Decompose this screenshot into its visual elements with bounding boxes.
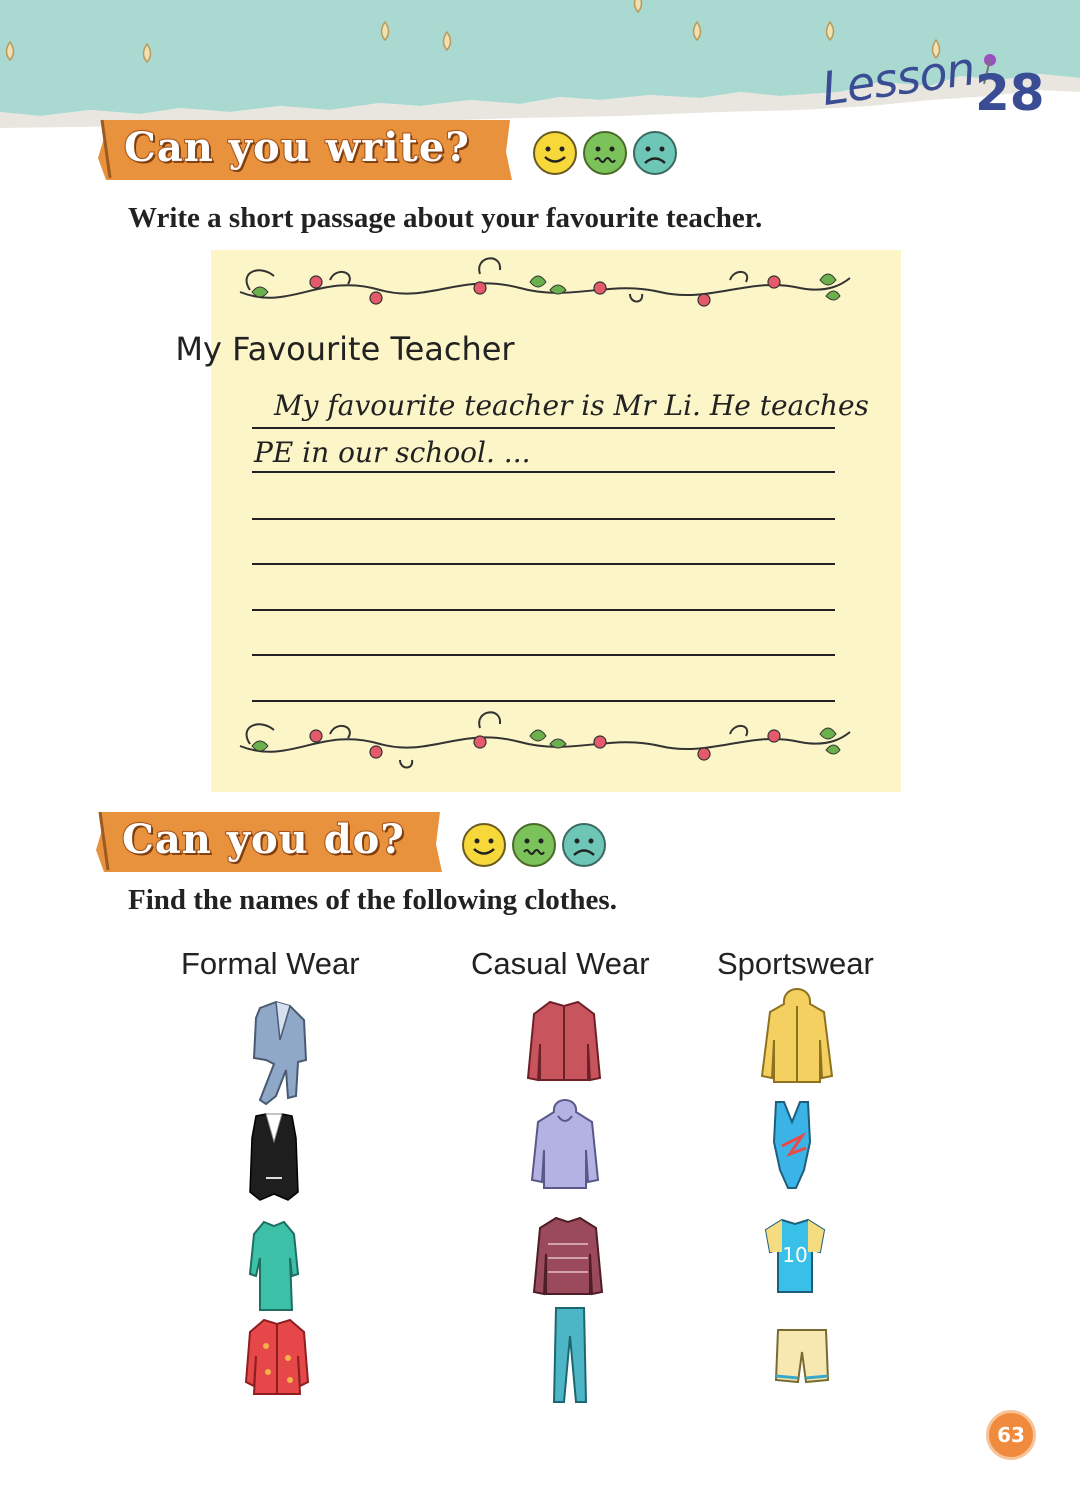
long-dress-icon xyxy=(246,1218,302,1314)
column-heading-casual-wear: Casual Wear xyxy=(471,946,650,981)
sports-shirt-icon xyxy=(762,1216,828,1296)
section1-banner-text: Can you write? xyxy=(124,124,470,171)
waistcoat-icon xyxy=(246,1112,302,1202)
happy-face-icon xyxy=(534,132,576,174)
sports-jacket-icon xyxy=(760,984,834,1086)
self-assessment-faces xyxy=(532,130,678,176)
lesson-label: Lesson xyxy=(818,41,978,117)
sports-shorts-icon xyxy=(774,1326,830,1386)
ruled-line xyxy=(252,518,835,520)
ruled-line xyxy=(252,471,835,473)
suit-icon xyxy=(246,1000,318,1108)
writing-line-2: PE in our school. ... xyxy=(254,436,531,469)
section1-banner xyxy=(96,118,514,182)
bottom-vine-decoration xyxy=(230,706,860,776)
section2-instruction: Find the names of the following clothes. xyxy=(128,884,617,916)
ruled-line xyxy=(252,700,835,702)
neutral-face-icon xyxy=(513,824,555,866)
jeans-icon xyxy=(550,1306,590,1404)
section2-banner-text: Can you do? xyxy=(122,816,405,863)
sad-face-icon xyxy=(563,824,605,866)
ruled-line xyxy=(252,609,835,611)
ruled-line xyxy=(252,654,835,656)
hoodie-icon xyxy=(528,1096,602,1192)
sweater-icon xyxy=(532,1214,604,1298)
page-number: 63 xyxy=(986,1410,1036,1460)
self-assessment-faces xyxy=(461,822,607,868)
column-heading-sportswear: Sportswear xyxy=(717,946,874,981)
swimsuit-icon xyxy=(768,1100,816,1190)
ruled-line xyxy=(252,427,835,429)
column-heading-formal-wear: Formal Wear xyxy=(181,946,360,981)
tang-jacket-icon xyxy=(244,1316,310,1398)
neutral-face-icon xyxy=(584,132,626,174)
box-title: My Favourite Teacher xyxy=(175,330,515,368)
writing-line-1: My favourite teacher is Mr Li. He teaches xyxy=(274,389,869,422)
top-vine-decoration xyxy=(230,252,860,312)
sad-face-icon xyxy=(634,132,676,174)
ruled-line xyxy=(252,563,835,565)
section1-instruction: Write a short passage about your favourite teacher. xyxy=(128,202,763,234)
shirt-number: 10 xyxy=(782,1243,808,1267)
lesson-number: 28 xyxy=(975,64,1045,122)
jacket-icon xyxy=(526,1000,602,1086)
section2-banner xyxy=(94,810,444,874)
happy-face-icon xyxy=(463,824,505,866)
